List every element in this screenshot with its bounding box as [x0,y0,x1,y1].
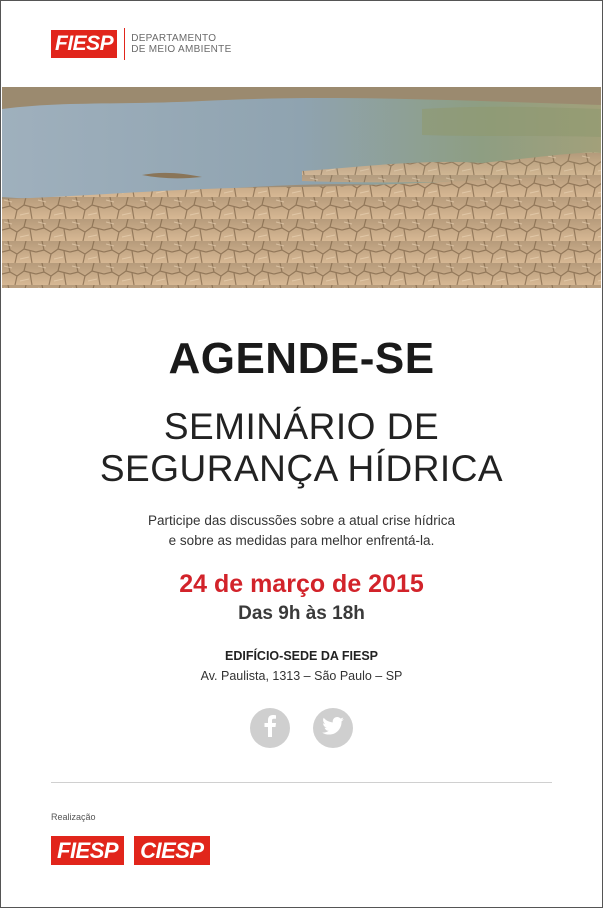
event-date: 24 de março de 2015 [179,570,424,598]
title-line-1: SEMINÁRIO DE [163,406,440,447]
description [1,511,602,551]
hero-image [2,87,601,288]
fiesp-footer-logo[interactable]: FIESP [51,836,124,865]
seminar-title [1,406,602,490]
event-hours: Das 9h às 18h [238,603,365,624]
venue-address: Av. Paulista, 1313 – São Paulo – SP [200,669,403,683]
dept-line-1: DEPARTAMENTO [131,33,217,44]
department-name [131,33,231,55]
ciesp-footer-logo[interactable]: CIESP [134,836,210,865]
dept-line-2: DE MEIO AMBIENTE [131,44,232,55]
facebook-button[interactable] [250,708,290,748]
realizacao-label: Realização [51,812,96,822]
twitter-icon [322,717,344,740]
twitter-button[interactable] [313,708,353,748]
header-divider [124,28,125,60]
facebook-icon [263,715,277,742]
title-line-2: SEGURANÇA HÍDRICA [99,448,504,489]
description-line-2: e sobre as medidas para melhor enfrentá-la. [168,533,435,548]
header [51,27,232,61]
description-line-1: Participe das discussões sobre a atual crise hídrica [148,513,455,528]
footer-logos [51,836,210,865]
footer-divider [51,782,552,783]
fiesp-logo[interactable]: FIESP [51,30,117,58]
social-links [250,708,353,748]
headline: AGENDE-SE [168,334,435,383]
venue-name: EDIFÍCIO-SEDE DA FIESP [224,649,379,663]
